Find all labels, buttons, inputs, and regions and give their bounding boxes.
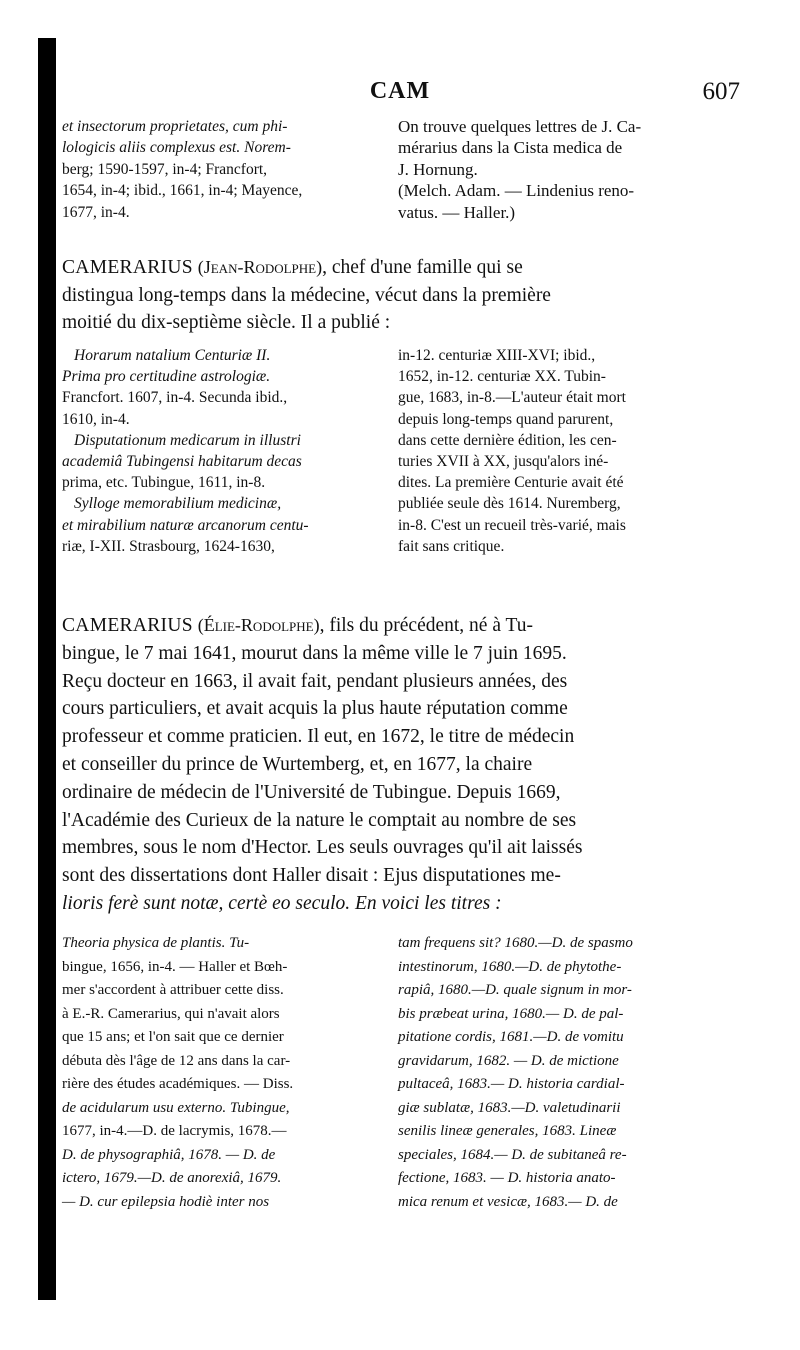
- text-line: tam frequens sit? 1680.—D. de spasmo: [398, 935, 633, 951]
- text-line: gue, 1683, in-8.—L'auteur était mort: [398, 389, 626, 407]
- text-line: distingua long-temps dans la médecine, vécut dans la première: [62, 284, 551, 306]
- works-jean-rodolphe: [62, 345, 738, 557]
- text-line: lologicis aliis complexus est. Norem-: [62, 139, 291, 157]
- text-line: membres, sous le nom d'Hector. Les seuls ouvrages qu'il ait laissés: [62, 837, 583, 859]
- text-line: — D. cur epilepsia hodiè inter nos: [62, 1193, 270, 1210]
- text-line: moitié du dix-septième siècle. Il a publié :: [62, 312, 391, 334]
- top-right-column: [398, 116, 738, 223]
- text-line: sont des dissertations dont Haller disait : Ejus disputationes me-: [62, 865, 561, 887]
- page-number: 607: [702, 78, 740, 105]
- work-item-cont: Prima pro certitudine astrologiæ.: [62, 368, 271, 386]
- text-line: (Melch. Adam. — Lindenius reno-: [398, 181, 635, 201]
- text-line: bis præbeat urina, 1680.— D. de pal-: [398, 1005, 624, 1022]
- text-line: de acidularum usu externo. Tubingue,: [62, 1099, 290, 1116]
- text-line: vatus. — Haller.): [398, 202, 516, 222]
- text-line: 1652, in-12. centuriæ XX. Tubin-: [398, 368, 606, 386]
- text-line: débuta dès l'âge de 12 ans dans la car-: [62, 1052, 291, 1069]
- text-line: 1677, in-4.: [62, 203, 130, 221]
- text-line: mica renum et vesicæ, 1683.— D. de: [398, 1193, 618, 1210]
- text-line: D. de physographiâ, 1678. — D. de: [62, 1146, 276, 1163]
- entry-name: CAMERARIUS: [62, 615, 193, 636]
- works-elie-rodolphe: [62, 932, 738, 1214]
- text-line: fectione, 1683. — D. historia anato-: [398, 1170, 616, 1186]
- text-line: et insectorum proprietates, cum phi-: [62, 118, 288, 135]
- text-line: fait sans critique.: [398, 537, 505, 555]
- text-line: berg; 1590-1597, in-4; Francfort,: [62, 160, 268, 178]
- text-line: cours particuliers, et avait acquis la plus haute réputation comme: [62, 698, 568, 720]
- works1-left-column: [62, 345, 374, 557]
- works1-right-column: [398, 345, 738, 557]
- text-line: J. Hornung.: [398, 159, 478, 179]
- text-line: rapiâ, 1680.—D. quale signum in mor-: [398, 982, 632, 998]
- text-line: speciales, 1684.— D. de subitaneâ re-: [398, 1146, 627, 1163]
- work-item-cont: riæ, I-XII. Strasbourg, 1624-1630,: [62, 537, 275, 555]
- text-line: senilis lineæ generales, 1683. Lineæ: [398, 1123, 617, 1139]
- work-item-cont: prima, etc. Tubingue, 1611, in-8.: [62, 474, 266, 492]
- binding-shadow: [38, 38, 56, 1300]
- text-line: in-8. C'est un recueil très-varié, mais: [398, 516, 626, 534]
- work-item: Sylloge memorabilium medicinæ,: [74, 495, 282, 513]
- text-line: ictero, 1679.—D. de anorexiâ, 1679.: [62, 1170, 282, 1186]
- entry-elie-rodolphe: [62, 612, 738, 918]
- text-line: depuis long-temps quand parurent,: [398, 410, 614, 428]
- running-head: CAM: [369, 78, 431, 104]
- text-line: intestinorum, 1680.—D. de phytothe-: [398, 958, 622, 975]
- text-line: pultaceâ, 1683.— D. historia cardial-: [398, 1076, 625, 1092]
- page-header: [60, 78, 740, 108]
- text-line: publiée seule dès 1614. Nuremberg,: [398, 495, 621, 513]
- top-left-column: [62, 116, 380, 223]
- text-line: giæ sublatæ, 1683.—D. valetudinarii: [398, 1099, 621, 1116]
- entry-given-name: (Jean-Rodolphe): [197, 257, 323, 277]
- entry-given-name: (Élie-Rodolphe): [197, 615, 320, 635]
- text-line: ordinaire de médecin de l'Université de Tubingue. Depuis 1669,: [62, 781, 561, 803]
- text-line: lioris ferè sunt notæ, certè eo seculo. En voici les titres :: [62, 892, 502, 914]
- text-line: Theoria physica de plantis. Tu-: [62, 935, 250, 951]
- text-line: l'Académie des Curieux de la nature le comptait au nombre de ses: [62, 809, 577, 831]
- text-line: pitatione cordis, 1681.—D. de vomitu: [398, 1029, 624, 1045]
- text-line: turies XVII à XX, jusqu'alors iné-: [398, 453, 609, 471]
- work-item: Horarum natalium Centuriæ II.: [74, 347, 271, 364]
- work-item-cont: Francfort. 1607, in-4. Secunda ibid.,: [62, 389, 288, 407]
- text-line: bingue, 1656, in-4. — Haller et Bœh-: [62, 958, 288, 975]
- text-line: rière des études académiques. — Diss.: [62, 1076, 294, 1092]
- text-line: bingue, le 7 mai 1641, mourut dans la même ville le 7 juin 1695.: [62, 642, 567, 664]
- text-line: , fils du précédent, né à Tu-: [319, 615, 533, 636]
- text-line: Reçu docteur en 1663, il avait fait, pendant plusieurs années, des: [62, 670, 568, 692]
- text-line: in-12. centuriæ XIII-XVI; ibid.,: [398, 347, 596, 364]
- text-line: mérarius dans la Cista medica de: [398, 138, 623, 158]
- top-continuation: [62, 116, 738, 223]
- text-line: à E.-R. Camerarius, qui n'avait alors: [62, 1005, 280, 1022]
- text-line: 1654, in-4; ibid., 1661, in-4; Mayence,: [62, 182, 303, 200]
- works2-left-column: [62, 932, 380, 1214]
- entry-name: CAMERARIUS: [62, 257, 193, 278]
- works2-right-column: [398, 932, 738, 1214]
- text-line: mer s'accordent à attribuer cette diss.: [62, 982, 284, 998]
- work-item-cont: et mirabilium naturæ arcanorum centu-: [62, 516, 309, 534]
- text-line: , chef d'une famille qui se: [322, 257, 523, 278]
- text-line: gravidarum, 1682. — D. de mictione: [398, 1052, 619, 1069]
- work-item-cont: academiâ Tubingensi habitarum decas: [62, 453, 302, 471]
- text-line: On trouve quelques lettres de J. Ca-: [398, 117, 642, 136]
- entry-jean-rodolphe: [62, 254, 738, 337]
- text-line: que 15 ans; et l'on sait que ce dernier: [62, 1029, 284, 1045]
- work-item: Disputationum medicarum in illustri: [74, 431, 301, 449]
- text-line: dans cette dernière édition, les cen-: [398, 431, 617, 449]
- work-item-cont: 1610, in-4.: [62, 410, 130, 428]
- text-line: et conseiller du prince de Wurtemberg, et, en 1677, la chaire: [62, 753, 533, 775]
- text-line: dites. La première Centurie avait été: [398, 474, 624, 492]
- text-line: professeur et comme praticien. Il eut, en 1672, le titre de médecin: [62, 726, 575, 748]
- text-line: 1677, in-4.—D. de lacrymis, 1678.—: [62, 1123, 287, 1139]
